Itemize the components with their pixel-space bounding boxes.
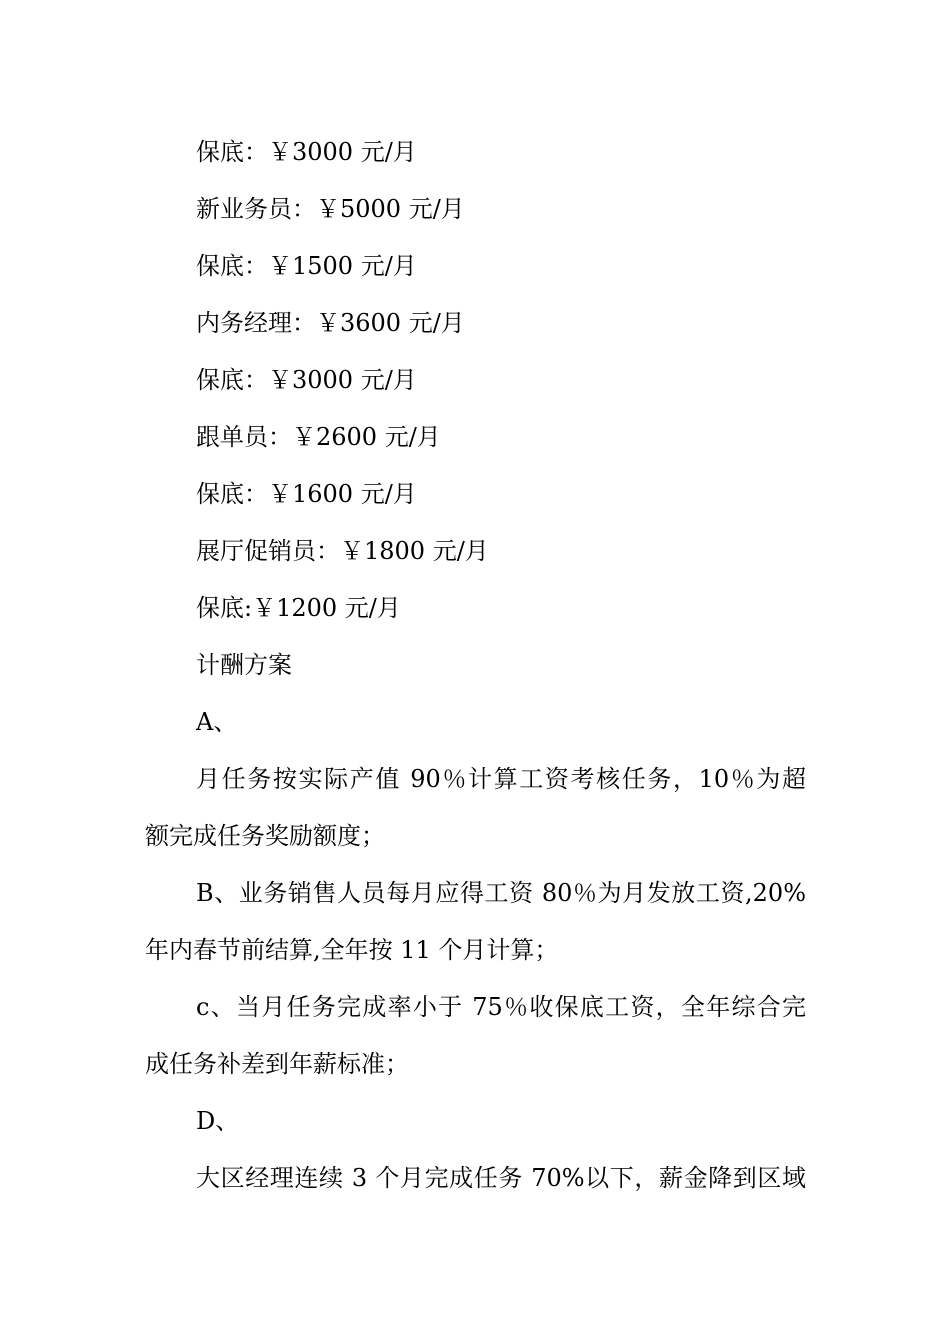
item-label-a: A、 (196, 708, 238, 736)
salary-line-merchandiser: 跟单员：￥2600 元/月 (196, 423, 441, 451)
paragraph-d-line-1: 大区经理连续 3 个月完成任务 70%以下，薪金降到区域 (196, 1164, 806, 1192)
section-heading-compensation-plan: 计酬方案 (196, 651, 292, 679)
paragraph-b-line-1: B、业务销售人员每月应得工资 80％为月发放工资,20% (196, 879, 806, 907)
salary-line-baseline-1: 保底：￥3000 元/月 (196, 138, 417, 166)
paragraph-c-line-1: c、当月任务完成率小于 75％收保底工资，全年综合完 (196, 993, 806, 1021)
paragraph-a-line-1: 月任务按实际产值 90％计算工资考核任务，10％为超 (196, 765, 806, 793)
salary-line-baseline-2: 保底：￥1500 元/月 (196, 252, 417, 280)
salary-line-new-salesperson: 新业务员：￥5000 元/月 (196, 195, 465, 223)
paragraph-b-line-2: 年内春节前结算,全年按 11 个月计算； (145, 936, 559, 964)
paragraph-c-line-2: 成任务补差到年薪标准； (145, 1050, 409, 1078)
salary-line-baseline-3: 保底：￥3000 元/月 (196, 366, 417, 394)
salary-line-internal-manager: 内务经理：￥3600 元/月 (196, 309, 465, 337)
paragraph-a-line-2: 额完成任务奖励额度； (145, 822, 385, 850)
item-label-d: D、 (196, 1107, 240, 1135)
salary-line-baseline-5: 保底:￥1200 元/月 (196, 594, 401, 622)
salary-line-baseline-4: 保底：￥1600 元/月 (196, 480, 417, 508)
salary-line-showroom-promoter: 展厅促销员：￥1800 元/月 (196, 537, 489, 565)
